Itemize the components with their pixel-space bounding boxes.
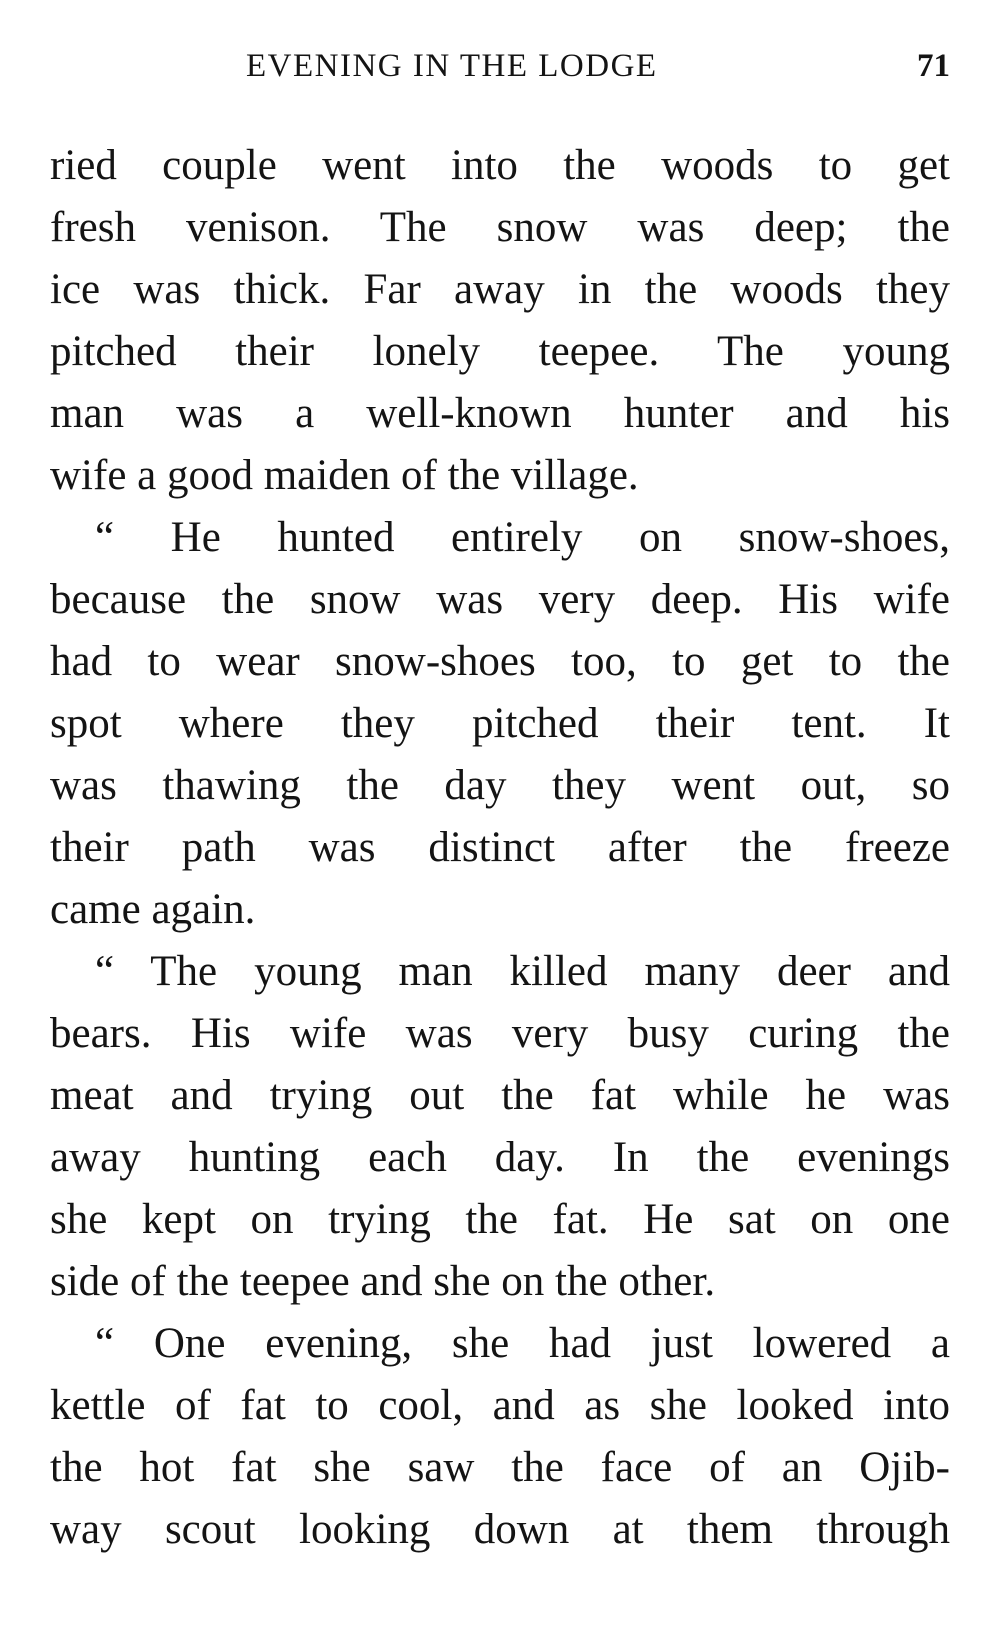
text-line: “ One evening, she had just lowered a: [95, 1320, 950, 1367]
text-line: man was a well-known hunter and his: [50, 390, 950, 437]
text-line: because the snow was very deep. His wife: [50, 576, 950, 623]
text-line: fresh venison. The snow was deep; the: [50, 204, 950, 251]
running-head: [50, 48, 950, 98]
text-line: pitched their lonely teepee. The young: [50, 328, 950, 375]
text-line: meat and trying out the fat while he was: [50, 1072, 950, 1119]
text-line: she kept on trying the fat. He sat on one: [50, 1196, 950, 1243]
text-line: was thawing the day they went out, so: [50, 762, 950, 809]
body-text: [50, 135, 950, 1561]
page-number: 71: [917, 48, 950, 84]
text-line: had to wear snow-shoes too, to get to the: [50, 638, 950, 685]
text-line: spot where they pitched their tent. It: [50, 700, 950, 747]
text-line: came again.: [50, 886, 256, 933]
text-line: ried couple went into the woods to get: [50, 142, 950, 189]
text-line: ice was thick. Far away in the woods they: [50, 266, 950, 313]
text-line: “ The young man killed many deer and: [95, 948, 950, 995]
text-line: side of the teepee and she on the other.: [50, 1258, 716, 1305]
text-line: the hot fat she saw the face of an Ojib-: [50, 1444, 950, 1491]
book-page: [50, 0, 950, 1640]
text-line: “ He hunted entirely on snow-shoes,: [95, 514, 950, 561]
text-line: away hunting each day. In the evenings: [50, 1134, 950, 1181]
text-line: wife a good maiden of the village.: [50, 452, 639, 499]
running-title: EVENING IN THE LODGE: [246, 48, 658, 84]
text-line: kettle of fat to cool, and as she looked into: [50, 1382, 950, 1429]
text-line: way scout looking down at them through: [50, 1506, 950, 1553]
text-line: their path was distinct after the freeze: [50, 824, 950, 871]
text-line: bears. His wife was very busy curing the: [50, 1010, 950, 1057]
